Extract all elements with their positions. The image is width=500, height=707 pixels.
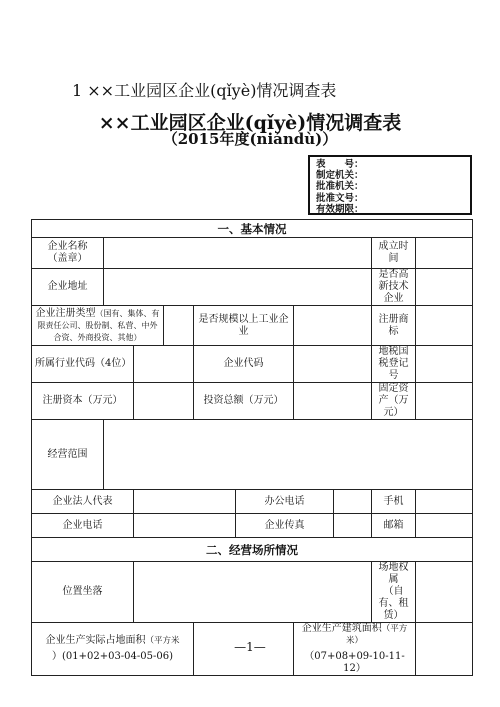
meta-validity-period: 有效期限： [316, 203, 364, 215]
company-phone-label: 企业电话 [32, 514, 134, 538]
registered-capital-field[interactable] [134, 383, 194, 420]
above-scale-field[interactable] [294, 306, 372, 346]
address-field[interactable] [104, 269, 372, 306]
location-label: 位置坐落 [32, 562, 134, 623]
high-tech-field[interactable] [416, 269, 473, 306]
approval-meta-box [308, 155, 472, 215]
meta-approving-authority: 批准机关： [316, 181, 364, 193]
survey-form-table [31, 219, 473, 676]
mobile-field[interactable] [416, 490, 473, 514]
land-ownership-note: （自有、租赁） [378, 586, 409, 621]
meta-approval-number: 批准文号： [316, 192, 364, 204]
company-phone-field[interactable] [134, 514, 236, 538]
meta-form-number: 表 号： [316, 159, 364, 170]
email-field[interactable] [416, 514, 473, 538]
land-ownership-field[interactable] [416, 562, 473, 623]
land-area-text: 企业生产实际占地面积 [45, 635, 146, 646]
land-ownership-label [372, 562, 416, 623]
section-site-info: 二、经营场所情况 [32, 538, 473, 562]
seal-text: （盖章） [47, 253, 88, 264]
section-basic-info: 一、基本情况 [32, 220, 473, 238]
mobile-label: 手机 [372, 490, 416, 514]
land-area-formula: ）(01+02+03-04-05-06) [51, 651, 174, 662]
industry-code-label: 所属行业代码（4位） [32, 346, 134, 383]
company-code-field[interactable] [294, 346, 372, 383]
office-phone-field[interactable] [334, 490, 372, 514]
building-area-formula: （07+08+09-10-11-12） [304, 651, 405, 674]
company-fax-field[interactable] [334, 514, 372, 538]
address-label: 企业地址 [32, 269, 104, 306]
reg-type-label [32, 306, 164, 346]
established-label: 成立时间 [372, 238, 416, 269]
meta-issuing-authority: 制定机关： [316, 170, 364, 182]
tax-reg-field[interactable] [416, 346, 473, 383]
building-area-unit: （平方米） [345, 624, 408, 646]
email-label: 邮箱 [372, 514, 416, 538]
trademark-label: 注册商标 [372, 306, 416, 346]
established-field[interactable] [416, 238, 473, 269]
above-scale-label: 是否规模以上工业企业 [194, 306, 294, 346]
reg-type-text: 企业注册类型 [35, 307, 96, 319]
business-scope-label: 经营范围 [32, 420, 104, 490]
document-heading: 1 ××工业园区企业(qǐyè)情况调查表 [72, 81, 337, 100]
company-name-text: 企业名称 [47, 241, 88, 252]
form-subtitle: （2015年度(niándù)） [162, 130, 338, 148]
company-fax-label: 企业传真 [236, 514, 334, 538]
form-title: ××工业园区企业(qǐyè)情况调查表 [98, 112, 402, 134]
legal-rep-field[interactable] [134, 490, 236, 514]
company-name-label [32, 238, 104, 269]
total-investment-field[interactable] [294, 383, 372, 420]
registered-capital-label: 注册资本（万元） [32, 383, 134, 420]
office-phone-label: 办公电话 [236, 490, 334, 514]
tax-reg-label: 地税国税登记号 [372, 346, 416, 383]
company-code-label: 企业代码 [194, 346, 294, 383]
land-area-unit: （平方米 [145, 636, 180, 646]
fixed-assets-field[interactable] [416, 383, 473, 420]
industry-code-field[interactable] [134, 346, 194, 383]
legal-rep-label: 企业法人代表 [32, 490, 134, 514]
reg-type-field[interactable] [164, 306, 194, 346]
reg-type-note: （国有、集体、有限责任公司、股份制、私营、中外合资、外商投资、其他） [37, 308, 160, 342]
company-name-field[interactable] [104, 238, 372, 269]
trademark-field[interactable] [416, 306, 473, 346]
building-area-text: 企业生产建筑面积 [301, 623, 382, 634]
page-number: —1— [234, 640, 266, 654]
location-field[interactable] [134, 562, 372, 623]
business-scope-field[interactable] [104, 420, 473, 490]
total-investment-label: 投资总额（万元） [194, 383, 294, 420]
high-tech-label: 是否高新技术企业 [372, 269, 416, 306]
fixed-assets-label: 固定资产（万元） [372, 383, 416, 420]
land-ownership-text: 场地权属 [378, 562, 409, 585]
